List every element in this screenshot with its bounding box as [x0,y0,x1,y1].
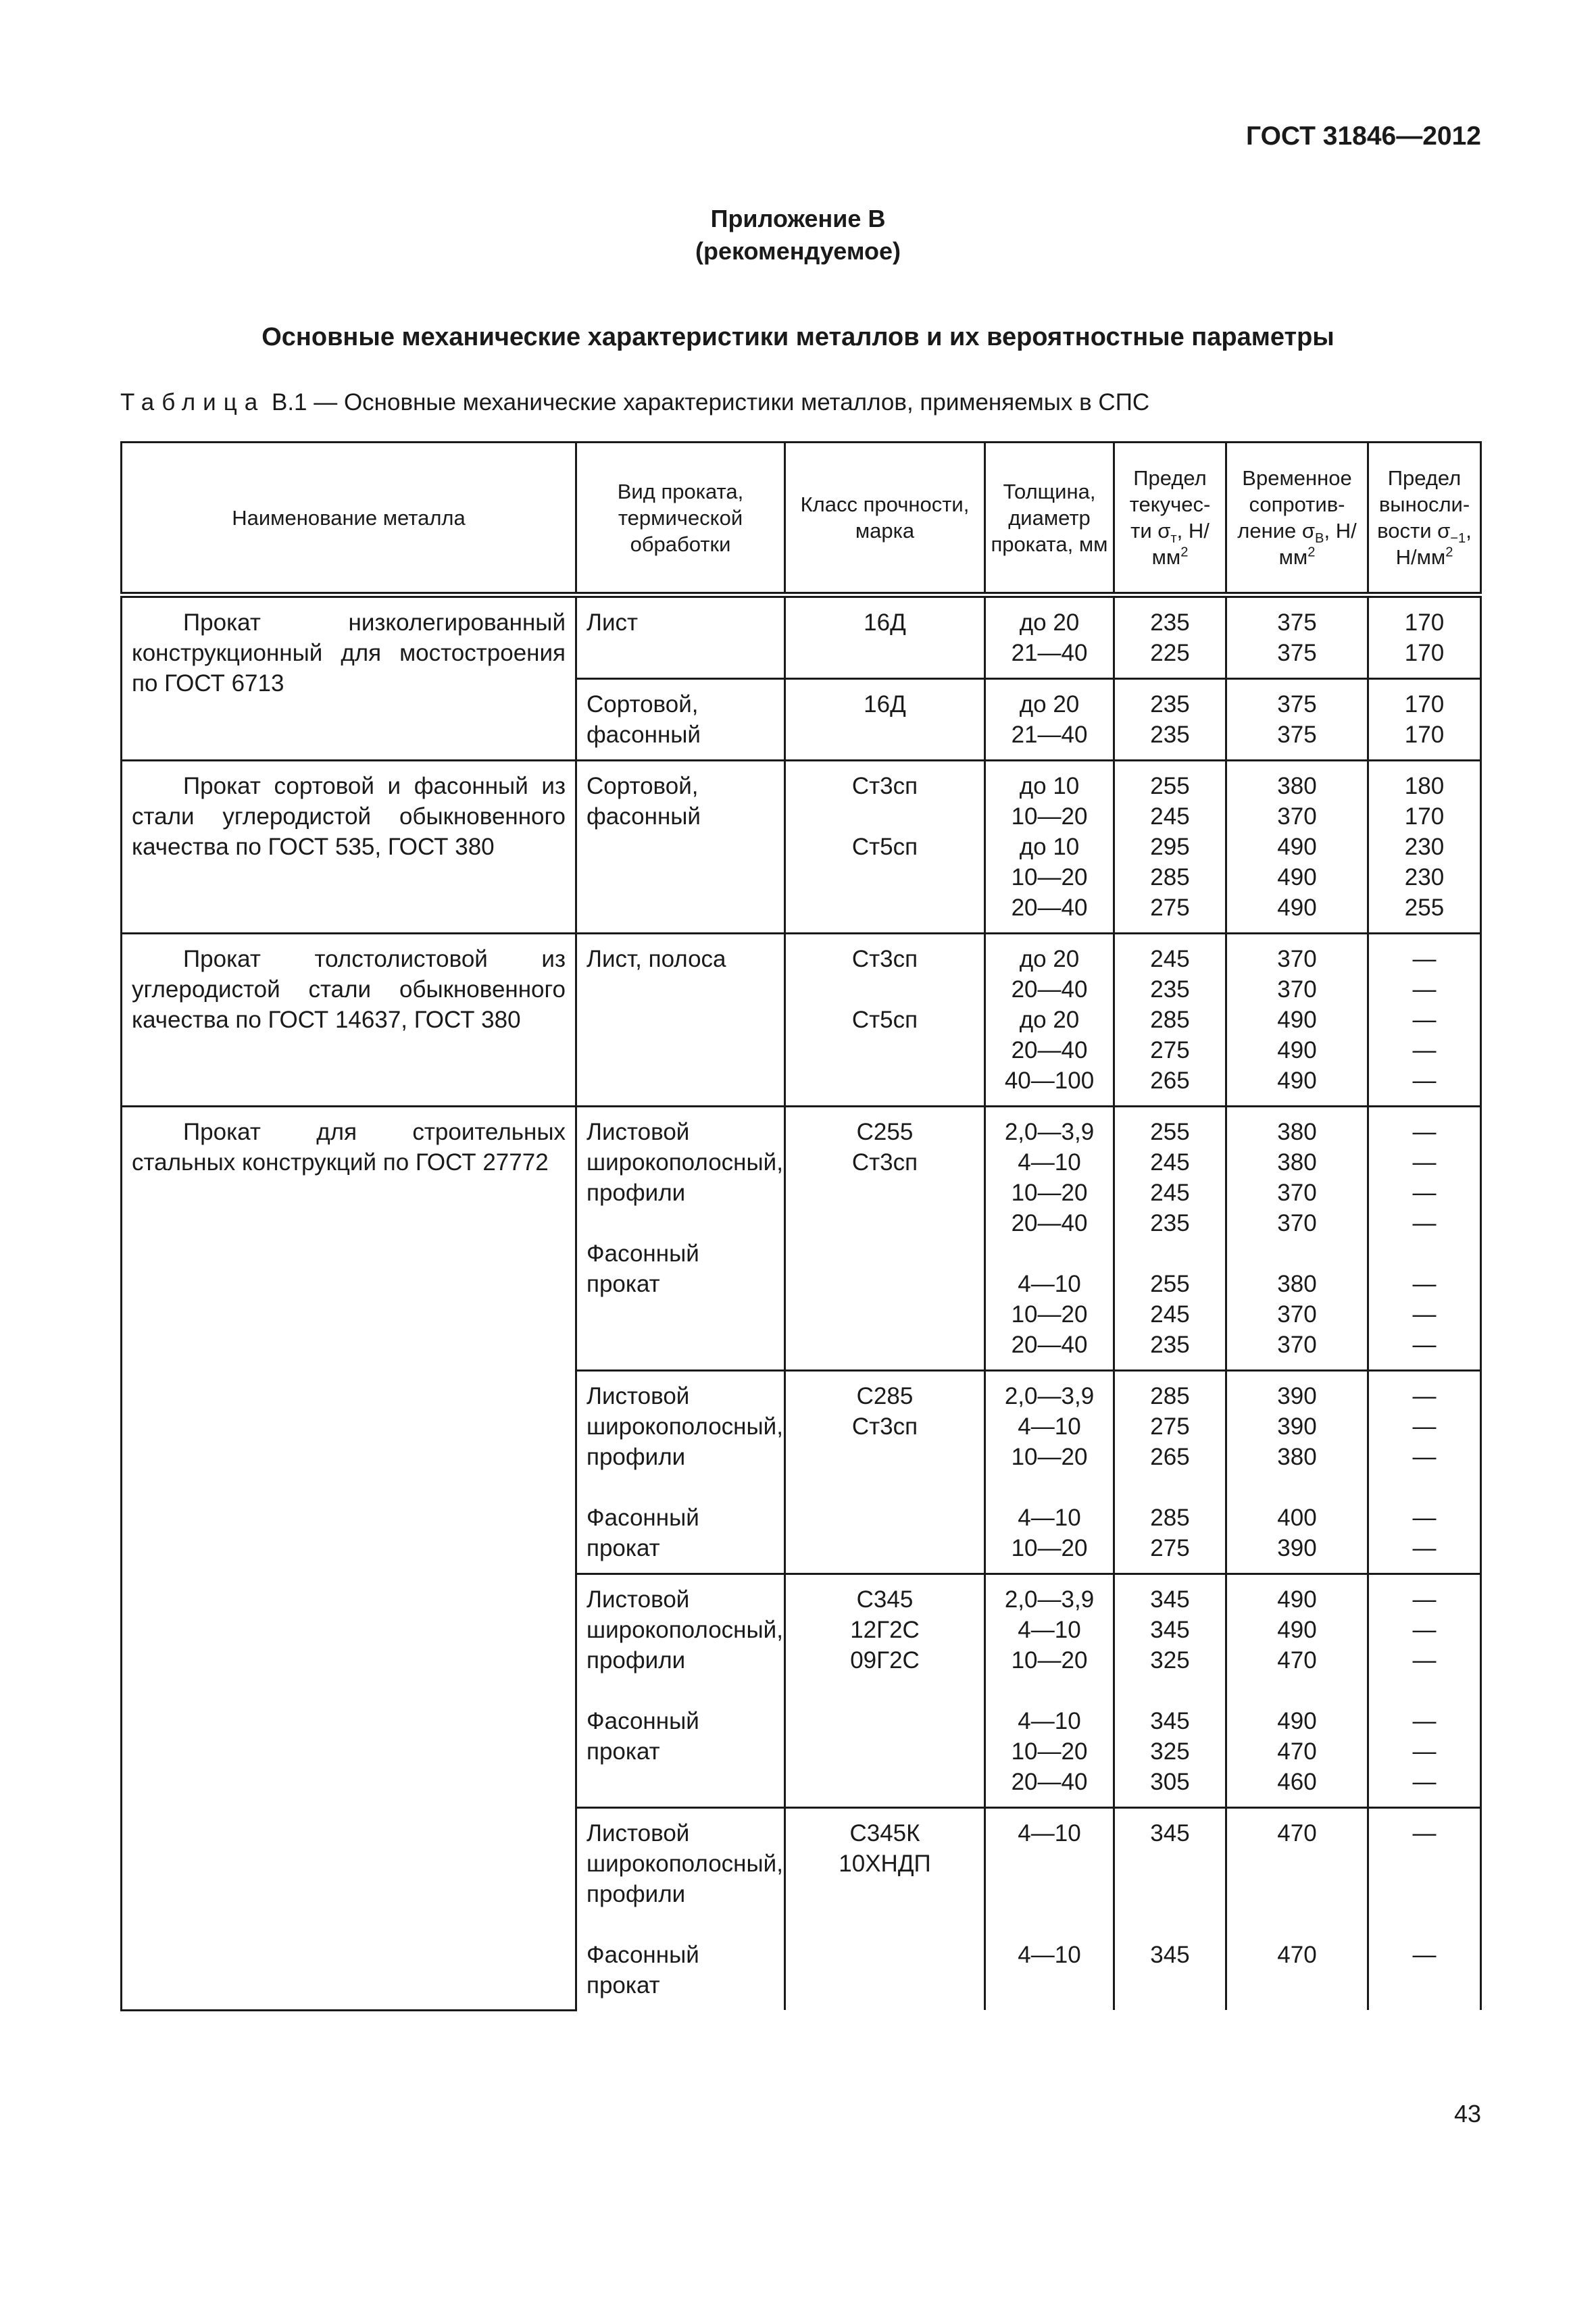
endurance-cell: — — — — — — [1368,1574,1481,1808]
grade-cell: Ст3сп Ст5сп [785,761,985,934]
grade-cell: Ст3сп Ст5сп [785,934,985,1107]
yield-cell: 235 225 [1114,595,1226,679]
table-row [122,761,1481,934]
table-row [122,934,1481,1107]
table-caption [120,389,1149,416]
col-header-tensile: Временное сопротив-ление $\sigma_В$, $Н/мм^2$ [1226,443,1368,595]
metal-name-cell: Прокат сортовой и фасонный из стали углеродистой обыкновенного качества по ГОСТ 535, ГОСТ 380 [122,761,576,934]
yield-cell: 245 235 285 275 265 [1114,934,1226,1107]
tensile-cell: 470 470 [1226,1808,1368,2011]
tensile-cell: 380 380 370 370 380 370 370 [1226,1107,1368,1371]
thickness-cell: 4—10 4—10 [985,1808,1114,2011]
rolling-type-cell: Листовой широкополосный, профили Фасонный прокат [576,1808,785,2011]
rolling-type-cell: Лист, полоса [576,934,785,1107]
rolling-type-cell: Лист [576,595,785,679]
appendix-status: (рекомендуемое) [695,237,901,265]
endurance-cell: 170 170 [1368,679,1481,761]
metal-name-cell: Прокат толстолистовой из углеродистой стали обыкновенного качества по ГОСТ 14637, ГОСТ 380 [122,934,576,1107]
col-header-name: Наименование металла [122,443,576,595]
rolling-type-cell: Сортовой, фасонный [576,761,785,934]
grade-cell: 16Д [785,595,985,679]
endurance-cell: 180 170 230 230 255 [1368,761,1481,934]
yield-cell: 255 245 245 235 255 245 235 [1114,1107,1226,1371]
endurance-cell: — — — — — [1368,1371,1481,1574]
thickness-cell: 2,0—3,9 4—10 10—20 20—40 4—10 10—20 20—40 [985,1107,1114,1371]
tensile-cell: 390 390 380 400 390 [1226,1371,1368,1574]
table-header-row [122,443,1481,595]
grade-cell: С345 12Г2С 09Г2С [785,1574,985,1808]
table-row [122,595,1481,679]
thickness-cell: до 20 20—40 до 20 20—40 40—100 [985,934,1114,1107]
tensile-cell: 375 375 [1226,679,1368,761]
section-title: Основные механические характеристики металлов и их вероятностные параметры [261,323,1335,351]
page-number: 43 [1453,2100,1481,2128]
grade-cell: С255 Ст3сп [785,1107,985,1371]
appendix-heading [0,203,1596,268]
yield-cell: 345 345 325 345 325 305 [1114,1574,1226,1808]
tensile-cell: 490 490 470 490 470 460 [1226,1574,1368,1808]
yield-cell: 345 345 [1114,1808,1226,2011]
tensile-cell: 380 370 490 490 490 [1226,761,1368,934]
metal-name-cell: Прокат низколегированный конструкционный для мостостроения по ГОСТ 6713 [122,595,576,761]
grade-cell: С285 Ст3сп [785,1371,985,1574]
endurance-cell: — — [1368,1808,1481,2011]
table-caption-text: В.1 — Основные механические характеристики металлов, применяемых в СПС [271,389,1150,416]
grade-cell: С345К 10ХНДП [785,1808,985,2011]
document-code: ГОСТ 31846—2012 [1246,122,1481,151]
rolling-type-cell: Листовой широкополосный, профили Фасонный прокат [576,1371,785,1574]
rolling-type-cell: Листовой широкополосный, профили Фасонный прокат [576,1574,785,1808]
yield-cell: 255 245 295 285 275 [1114,761,1226,934]
endurance-cell: — — — — — [1368,934,1481,1107]
yield-cell: 285 275 265 285 275 [1114,1371,1226,1574]
thickness-cell: 2,0—3,9 4—10 10—20 4—10 10—20 [985,1371,1114,1574]
yield-cell: 235 235 [1114,679,1226,761]
col-header-endurance: Предел выносли-вости $\sigma_{-1}$, $Н/мм^2$ [1368,443,1481,595]
table-row [122,1107,1481,1371]
appendix-label: Приложение В [710,205,886,232]
col-header-thickness: Толщина, диаметр проката, мм [985,443,1114,595]
metal-properties-table [120,441,1482,2011]
thickness-cell: 2,0—3,9 4—10 10—20 4—10 10—20 20—40 [985,1574,1114,1808]
endurance-cell: — — — — — — — [1368,1107,1481,1371]
metal-name-cell: Прокат для строительных стальных конструкций по ГОСТ 27772 [122,1107,576,2011]
thickness-cell: до 10 10—20 до 10 10—20 20—40 [985,761,1114,934]
col-header-type: Вид проката, термической обработки [576,443,785,595]
thickness-cell: до 20 21—40 [985,595,1114,679]
col-header-grade: Класс прочности, марка [785,443,985,595]
tensile-cell: 375 375 [1226,595,1368,679]
grade-cell: 16Д [785,679,985,761]
thickness-cell: до 20 21—40 [985,679,1114,761]
rolling-type-cell: Листовой широкополосный, профили Фасонный прокат [576,1107,785,1371]
endurance-cell: 170 170 [1368,595,1481,679]
table-caption-label: Таблица [120,389,266,416]
tensile-cell: 370 370 490 490 490 [1226,934,1368,1107]
col-header-yield: Предел текучес-ти $\sigma_т$, $Н/мм^2$ [1114,443,1226,595]
rolling-type-cell: Сортовой, фасонный [576,679,785,761]
